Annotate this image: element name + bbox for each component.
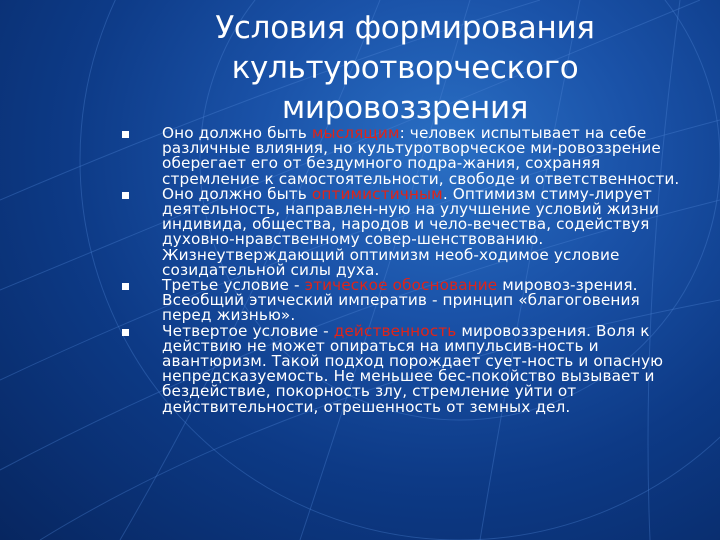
slide-title	[180, 8, 630, 128]
bullet-item-optimistic	[0, 184, 682, 279]
bullet-text-post: : человек испытывает на себе различные влияния, но культуротворческое ми-ровоззрение оберегает его от бездумного подра-жания, сохраняя стремление к самостоятельности, свободе и ответственности.	[162, 124, 680, 188]
title-line-2: культуротворческого	[231, 50, 579, 86]
square-bullet-icon	[122, 283, 129, 290]
square-bullet-icon	[122, 131, 129, 138]
bullet-text-pre: Третье условие -	[162, 276, 305, 295]
square-bullet-icon	[122, 329, 129, 336]
title-line-1: Условия формирования	[215, 10, 595, 46]
bullet-list	[0, 126, 720, 415]
bullet-text-post: . Оптимизм стиму-лирует деятельность, направлен-ную на улучшение условий жизни индивида, общества, народов и чело-вечества, содействуя духовно-нравственному совер-шенствованию. Жизнеутверждающий оптимизм необ-ходимое условие созидательной силы духа.	[162, 184, 660, 279]
bullet-item-ethical	[0, 278, 682, 324]
bullet-text-pre: Оно должно быть	[162, 124, 312, 142]
bullet-text-post: мировоззрения. Воля к действию не может опираться на импульсив-ность и авантюризм. Такой подход порождает сует-ность и опасную непредсказуемость. Не меньшее бес-покойство вызывает и бездействие, покорность злу, стремление уйти от действительности, отрешенность от земных дел.	[162, 321, 664, 416]
bullet-item-thinking	[0, 126, 682, 187]
bullet-text-pre: Оно должно быть	[162, 184, 312, 203]
bullet-highlight: мыслящим	[311, 124, 400, 142]
bullet-text-pre: Четвертое условие -	[162, 321, 334, 340]
bullet-item-effective	[0, 321, 682, 416]
bullet-highlight: действенность	[333, 321, 457, 340]
title-line-3: мировоззрения	[281, 90, 529, 126]
square-bullet-icon	[122, 192, 129, 199]
bullet-highlight: этическое обоснование	[304, 276, 498, 295]
bullet-highlight: оптимистичным	[311, 184, 443, 203]
bullet-text-post: мировоз-зрения. Всеобщий этический императив - принцип «благоговения перед жизнью».	[162, 276, 640, 325]
